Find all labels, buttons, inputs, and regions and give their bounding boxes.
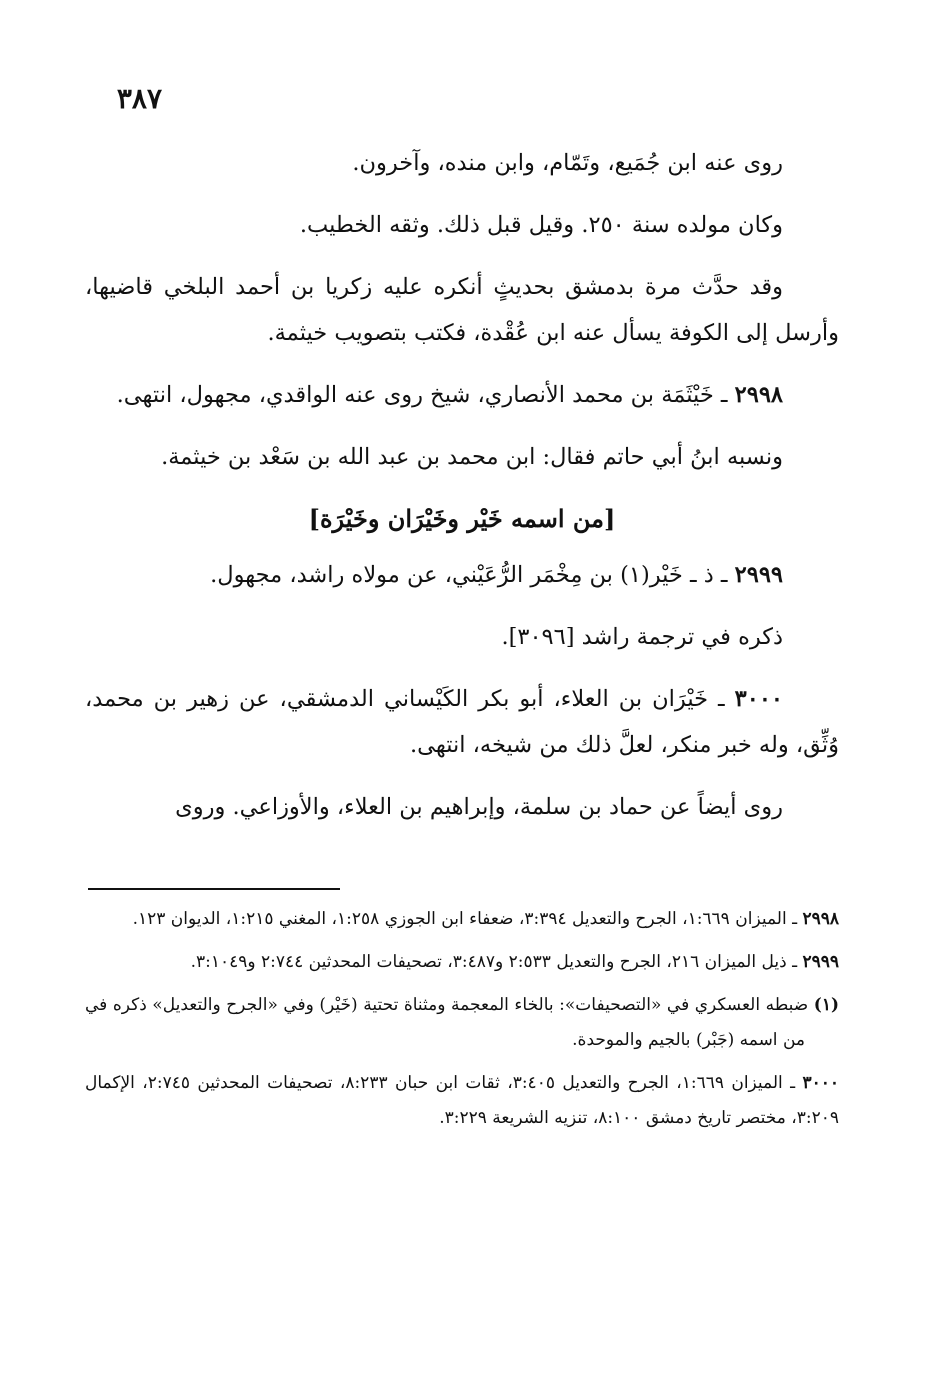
entry-number: ٣٠٠٠: [734, 686, 783, 712]
main-text: [85, 140, 839, 830]
page-number: ٣٨٧: [116, 82, 162, 115]
footnote-text: ـ الميزان ١:٦٦٩، الجرح والتعديل ٣:٤٠٥، ثقات ابن حبان ٨:٢٣٣، تصحيفات المحدثين ٢:٧٤٥، الإكمال ٣:٢٠٩، مختصر تاريخ دمشق ٨:١٠٠، تنزيه الشريعة ٣:٢٢٩.: [85, 1073, 839, 1128]
entry-3000: [85, 676, 839, 768]
entry-text: ـ ذ ـ خَيْر(١) بن مِخْمَر الرُّعَيْني، عن مولاه راشد، مجهول.: [210, 562, 735, 588]
footnote-3000: [85, 1066, 839, 1136]
footnote-text: ـ الميزان ١:٦٦٩، الجرح والتعديل ٣:٣٩٤، ضعفاء ابن الجوزي ١:٢٥٨، المغني ١:٢١٥، الديوان ١٢٣.: [132, 909, 803, 929]
entry-number: ٢٩٩٩: [734, 562, 783, 588]
footnote-divider: [88, 888, 340, 890]
entry-number: ٢٩٩٨: [734, 382, 783, 408]
footnote-2999: [85, 945, 839, 980]
footnote-number: ٢٩٩٩: [802, 952, 839, 972]
entry-2998: [85, 372, 839, 418]
paragraph-cross-reference: ذكره في ترجمة راشد [٣٠٩٦].: [501, 624, 783, 650]
entry-text: ـ خَيْرَان بن العلاء، أبو بكر الكَيْساني الدمشقي، عن زهير بن محمد، وُثِّق، وله خبر منكر، لعلَّ ذلك من شيخه، انتهى.: [85, 686, 839, 758]
footnotes: [85, 902, 839, 1144]
paragraph-lineage: ونسبه ابنُ أبي حاتم فقال: ابن محمد بن عبد الله بن سَعْد بن خيثمة.: [161, 444, 783, 470]
section-heading: [من اسمه خَيْر وخَيْرَان وخَيْرَة]: [308, 504, 616, 533]
paragraph-birth-year: وكان مولده سنة ٢٥٠. وقيل قبل ذلك. وثقه الخطيب.: [299, 212, 783, 238]
footnote-number: (١): [813, 995, 839, 1015]
footnote-2998: [85, 902, 839, 937]
entry-text: ـ خَيْثَمَة بن محمد الأنصاري، شيخ روى عنه الواقدي، مجهول، انتهى.: [116, 382, 735, 408]
entry-2999: [85, 552, 839, 598]
footnote-number: ٢٩٩٨: [802, 909, 839, 929]
paragraph-continuation: روى أيضاً عن حماد بن سلمة، وإبراهيم بن العلاء، والأوزاعي. وروى: [175, 794, 783, 820]
footnote-text: ضبطه العسكري في «التصحيفات»: بالخاء المعجمة ومثناة تحتية (خَيْر) وفي «الجرح والتعديل» ذكره في من اسمه (جَبْر) بالجيم والموحدة.: [85, 995, 814, 1050]
footnote-text: ـ ذيل الميزان ٢١٦، الجرح والتعديل ٢:٥٣٣ و٣:٤٨٧، تصحيفات المحدثين ٢:٧٤٤ و٣:١٠٤٩.: [190, 952, 803, 972]
paragraph-hadith-incident: وقد حدَّث مرة بدمشق بحديثٍ أنكره عليه زكريا بن أحمد البلخي قاضيها، وأرسل إلى الكوفة يسأل عنه ابن عُقْدة، فكتب بتصويب خيثمة.: [85, 274, 839, 346]
footnote-number: ٣٠٠٠: [802, 1073, 839, 1093]
paragraph-narrators: روى عنه ابن جُمَيع، وتَمّام، وابن منده، وآخرون.: [352, 150, 783, 176]
footnote-note-1: [85, 988, 839, 1058]
